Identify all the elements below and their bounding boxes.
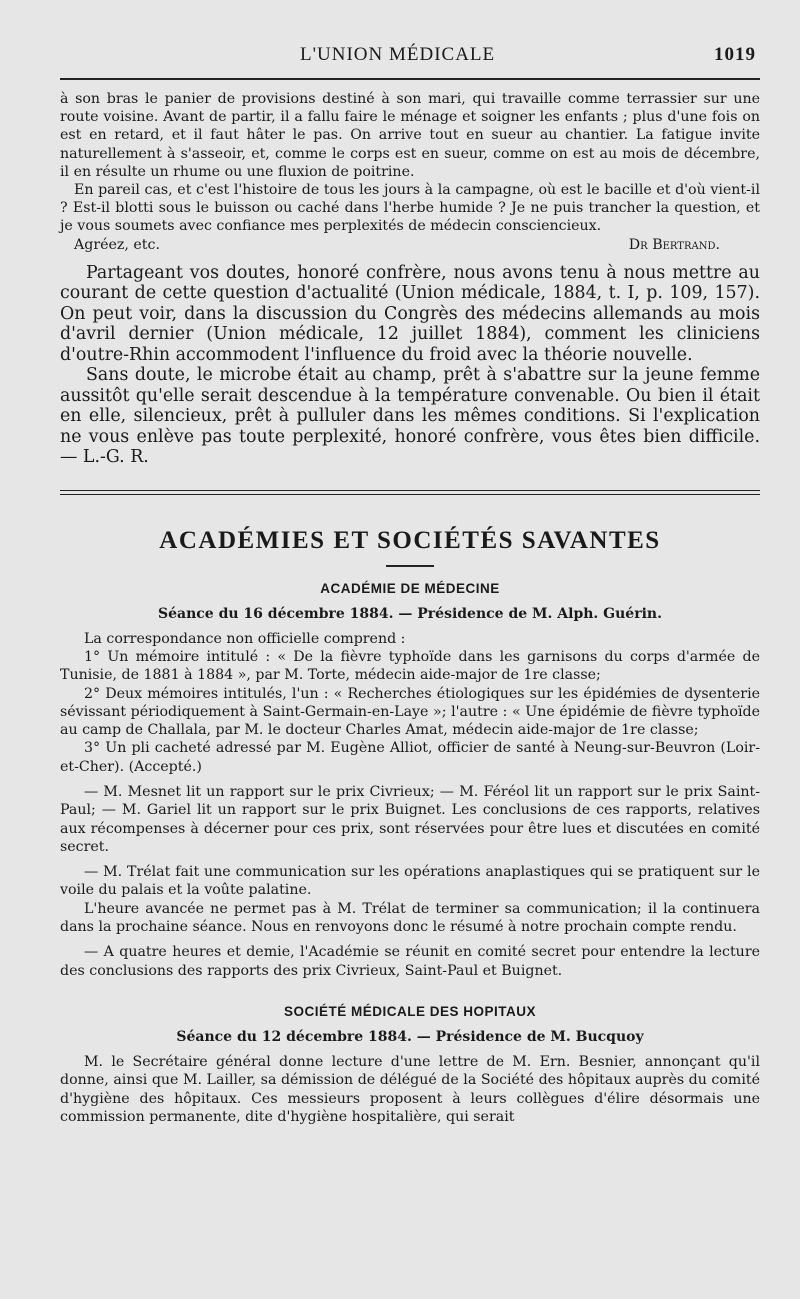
section-title: ACADÉMIES ET SOCIÉTÉS SAVANTES: [159, 526, 661, 554]
societe-title: SOCIÉTÉ MÉDICALE DES HOPITAUX: [283, 1003, 537, 1019]
running-title: L'UNION MÉDICALE: [300, 44, 496, 65]
letter-text: [60, 90, 760, 255]
section-divider: [60, 490, 760, 495]
academie-paragraph: — A quatre heures et demie, l'Académie se réunit en comité secret pour entendre la lecture des conclusions des rapports des prix Civrieux, Saint-Paul et Buignet.: [60, 944, 760, 979]
editor-reply: [60, 263, 760, 468]
academie-paragraph: La correspondance non officielle comprend :: [84, 630, 406, 647]
letter-paragraph: En pareil cas, et c'est l'histoire de tous les jours à la campagne, où est le bacille et d'où vient-il ? Est-il blotti sous le buisson ou caché dans l'herbe humide ? Je ne puis trancher la question, et je vous soumets avec confiance mes perplexités de médecin consciencieux.: [60, 182, 760, 235]
academie-paragraph: 2° Deux mémoires intitulés, l'un : « Recherches étiologiques sur les épidémies de dysenterie sévissant périodiquement à Saint-Germain-en-Laye »; l'autre : « Une épidémie de fièvre typhoïde au camp de Challala, par M. le docteur Charles Amat, médecin aide-major de 1re classe;: [60, 685, 760, 739]
letter-closing: Agréez, etc.: [74, 236, 160, 253]
academie-seance: Séance du 16 décembre 1884. — Présidence de M. Alph. Guérin.: [158, 605, 662, 622]
letter-signature: Dr Bertrand.: [628, 236, 720, 253]
reply-paragraph: Sans doute, le microbe était au champ, prêt à s'abattre sur la jeune femme aussitôt qu'elle serait descendue à la température convenable. Ou bien il était en elle, silencieux, prêt à pulluler dans les mêmes conditions. Si l'explication ne vous enlève pas toute perplexité, honoré confrère, vous êtes bien difficile. — L.-G. R.: [60, 365, 760, 468]
academie-paragraph: L'heure avancée ne permet pas à M. Trélat de terminer sa communication; il la continuera dans la prochaine séance. Nous en renvoyons donc le résumé à notre prochain compte rendu.: [60, 900, 760, 936]
academie-body: [60, 630, 760, 980]
header-rule: [60, 78, 760, 80]
letter-paragraph: à son bras le panier de provisions destiné à son mari, qui travaille comme terrassier sur une route voisine. Avant de partir, il a fallu faire le ménage et soigner les enfants ; plus d'une fois on est en retard, et il faut hâter le pas. On arrive tout en sueur au chantier. La fatigue invite naturellement à s'asseoir, et, comme le corps est en sueur, comme on est au mois de décembre, il en résulte un rhume ou une fluxion de poitrine.: [60, 91, 760, 180]
societe-body: [60, 1053, 760, 1126]
page-number: 1019: [714, 44, 756, 65]
academie-paragraph: — M. Mesnet lit un rapport sur le prix Civrieux; — M. Féréol lit un rapport sur le prix Saint-Paul; — M. Gariel lit un rapport sur le prix Buignet. Les conclusions de ces rapports, relatives aux récompenses à décerner pour ces prix, sont réservées pour être lues et discutées en comité secret.: [60, 784, 760, 855]
academie-title: ACADÉMIE DE MÉDECINE: [320, 580, 500, 596]
societe-seance: Séance du 12 décembre 1884. — Présidence de M. Bucquoy: [176, 1028, 644, 1045]
academie-paragraph: 3° Un pli cacheté adressé par M. Eugène Alliot, officier de santé à Neung-sur-Beuvron (Loir-et-Cher). (Accepté.): [60, 740, 760, 775]
running-head: [60, 44, 760, 74]
reply-paragraph: Partageant vos doutes, honoré confrère, nous avons tenu à nous mettre au courant de cette question d'actualité (Union médicale, 1884, t. I, p. 109, 157). On peut voir, dans la discussion du Congrès des médecins allemands au mois d'avril dernier (Union médicale, 12 juillet 1884), comment les cliniciens d'outre-Rhin accommodent l'influence du froid avec la théorie nouvelle.: [60, 262, 760, 365]
academie-paragraph: 1° Un mémoire intitulé : « De la fièvre typhoïde dans les garnisons du corps d'armée de Tunisie, de 1881 à 1884 », par M. Torte, médecin aide-major de 1re classe;: [60, 648, 760, 684]
letter-signoff: [60, 236, 760, 255]
section-title-rule: [386, 565, 434, 567]
academie-paragraph: — M. Trélat fait une communication sur les opérations anaplastiques qui se pratiquent sur le voile du palais et la voûte palatine.: [60, 864, 760, 899]
societe-paragraph: M. le Secrétaire général donne lecture d'une lettre de M. Ern. Besnier, annonçant qu'il donne, ainsi que M. Lailler, sa démission de délégué de la Société des hôpitaux auprès du comité d'hygiène des hôpitaux. Ces messieurs proposent à leurs collègues d'élire désormais une commission permanente, dite d'hygiène hospitalière, qui serait: [60, 1053, 760, 1125]
